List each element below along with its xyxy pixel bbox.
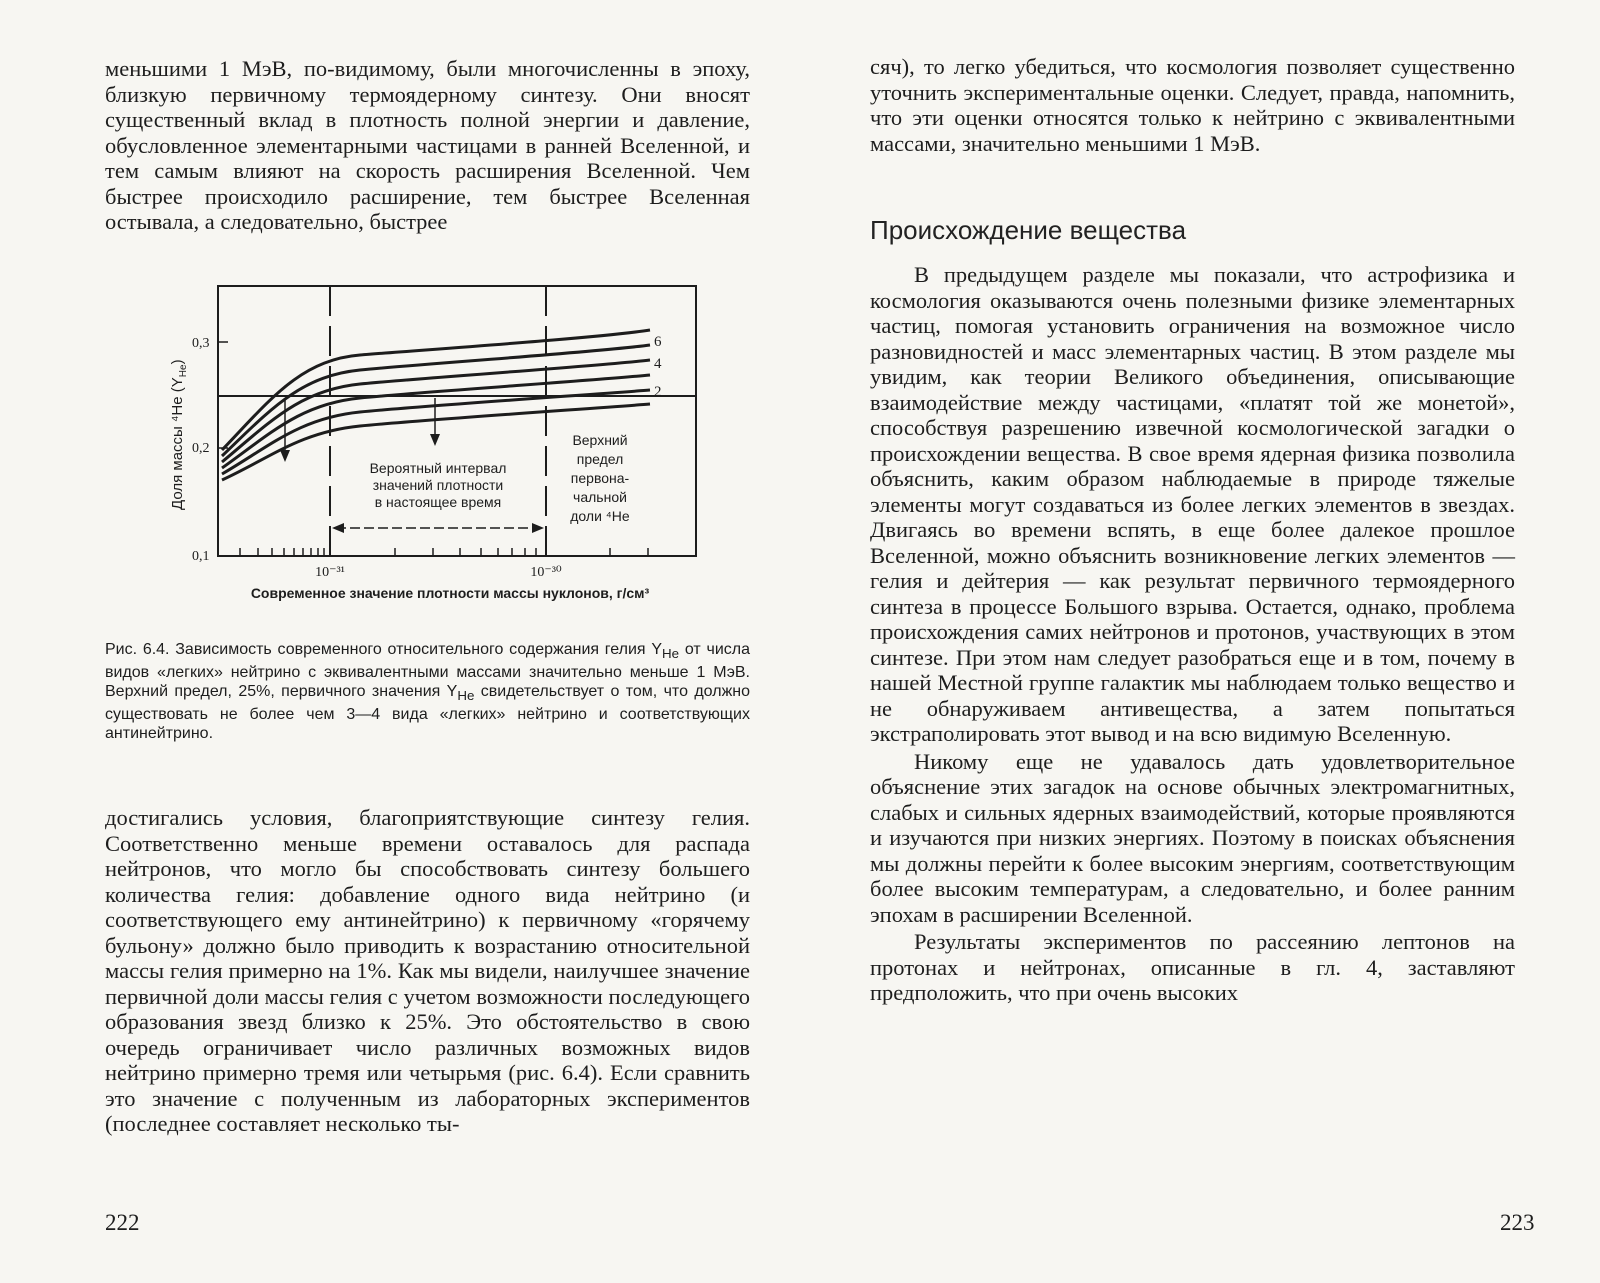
upper-limit-line-1: Верхний [572, 432, 628, 448]
arrow-down-icon [430, 434, 440, 446]
figure-6-4 [160, 280, 720, 610]
upper-limit-line-2: предел [576, 451, 624, 467]
y-tick-02: 0,2 [192, 441, 210, 456]
y-tick-01: 0,1 [192, 549, 210, 564]
interval-label-line-3: в настоящее время [374, 494, 502, 510]
y-tick-03: 0,3 [192, 336, 210, 351]
right-paragraph-1: В предыдущем разделе мы показали, что астрофизика и космология оказываются очень полезными физике элементарных частиц, помогая установить ограничения на возможное число разновидностей и масс элементарных частиц. В этом разделе мы увидим, как теории Великого объединения, описывающие взаимодействие между частицами, «платят той же монетой», способствуя разрешению извечной космологической загадки о происхождении вещества. В свое время ядерная физика позволила объяснить, каким образом наблюдаемые в природе тяжелые элементы могут создаваться из более легких элементов в звездах. Двигаясь во времени вспять, в еще более далекое прошлое Вселенной, можно объяснить возникновение легких элементов — гелия и дейтерия — как результат первичного термоядерного синтеза в процессе Большого взрыва. Остается, однако, проблема происхождения самих нейтронов и протонов, участвующих в этом синтезе. При этом нам следует разобраться еще и в том, почему в нашей Местной группе галактик мы наблюдаем только вещество и не обнаруживаем антивещества, а затем попытаться экстраполировать этот вывод и на всю видимую Вселенную. [870, 262, 1515, 746]
upper-limit-line-4: чальной [573, 489, 627, 505]
interval-label-line-1: Вероятный интервал [369, 460, 507, 476]
section-heading: Происхождение вещества [870, 215, 1187, 245]
upper-limit-line-5: доли ⁴He [570, 508, 630, 524]
y-axis-label: Доля массы ⁴He $(Y_{He})$ [169, 359, 189, 510]
page-number-left: 222 [105, 1210, 140, 1235]
left-paragraph-bottom: достигались условия, благоприятствующие синтезу гелия. Соответственно меньше времени оставалось для распада нейтронов, что могло бы способствовать синтезу большего количества гелия: добавление одного вида нейтрино (и соответствующего ему антинейтрино) к первичному «горячему бульону» должно было приводить к возрастанию относительной массы гелия примерно на 1%. Как мы видели, наилучшее значение первичной доли массы гелия с учетом возможности последующего образования звезд близко к 25%. Это обстоятельство в свою очередь ограничивает число различных возможных видов нейтрино примерно тремя или четырьмя (рис. 6.4). Если сравнить это значение с полученным из лабораторных экспериментов (последнее составляет несколько ты- [105, 805, 750, 1136]
arrow-left-icon [332, 523, 344, 533]
right-top-text [870, 54, 1515, 156]
right-page [800, 0, 1600, 1283]
x-tick-1e-30: 10⁻³⁰ [530, 565, 562, 580]
left-bottom-text [105, 805, 750, 1137]
x-axis-ticks [240, 542, 648, 556]
left-top-text [105, 56, 750, 235]
left-paragraph-top: меньшими 1 МэВ, по-видимому, были многочисленны в эпоху, близкую первичному термоядерному синтезу. Они вносят существенный вклад в плотность полной энергии и давление, обусловленное элементарными частицами в ранней Вселенной, и тем самым влияют на скорость расширения Вселенной. Чем быстрее происходило расширение, тем быстрее Вселенная остывала, а следовательно, быстрее [105, 56, 750, 234]
curve-label-4: 4 [654, 356, 662, 372]
right-paragraph-3: Результаты экспериментов по рассеянию лептонов на протонах и нейтронах, описанные в гл. 4, заставляют предположить, что при очень высоких [870, 929, 1515, 1005]
x-axis-label: Современное значение плотности массы нуклонов, г/см³ [250, 585, 650, 601]
arrow-down-icon [280, 450, 290, 462]
right-paragraph-top: сяч), то легко убедиться, что космология позволяет существенно уточнить экспериментальные оценки. Следует, правда, напомнить, что эти оценки относятся только к нейтрино с эквивалентными массами, значительно меньшими 1 МэВ. [870, 54, 1515, 156]
right-paragraph-2: Никому еще не удавалось дать удовлетворительное объяснение этих загадок на основе обычных электромагнитных, слабых и сильных ядерных взаимодействий, которые проявляются и изучаются при низких энергиях. Поэтому в поисках объяснения мы должны перейти к более высоким энергиям, соответствующим более высоким температурам, а следовательно, и более ранним эпохам в расширении Вселенной. [870, 748, 1515, 927]
curve-label-2: 2 [654, 384, 662, 400]
helium-abundance-graph [160, 280, 720, 610]
right-body-text [870, 262, 1515, 1006]
interval-label-line-2: значений плотности [372, 477, 504, 493]
arrow-right-icon [532, 523, 544, 533]
x-tick-1e-31: 10⁻³¹ [315, 565, 345, 580]
figure-caption: Рис. 6.4. Зависимость современного относительного содержания гелия $Y_{He}$ от числа видов «легких» нейтрино с эквивалентными массами значительно меньше 1 МэВ. Верхний предел, 25%, первичного значения $Y_{He}$ свидетельствует о том, что должно существовать не более чем 3—4 вида «легких» нейтрино и соответствующих антинейтрино. [105, 641, 751, 743]
upper-limit-line-3: первона- [570, 470, 630, 486]
page-number-right: 223 [1500, 1210, 1535, 1235]
curve-label-6: 6 [654, 334, 662, 350]
